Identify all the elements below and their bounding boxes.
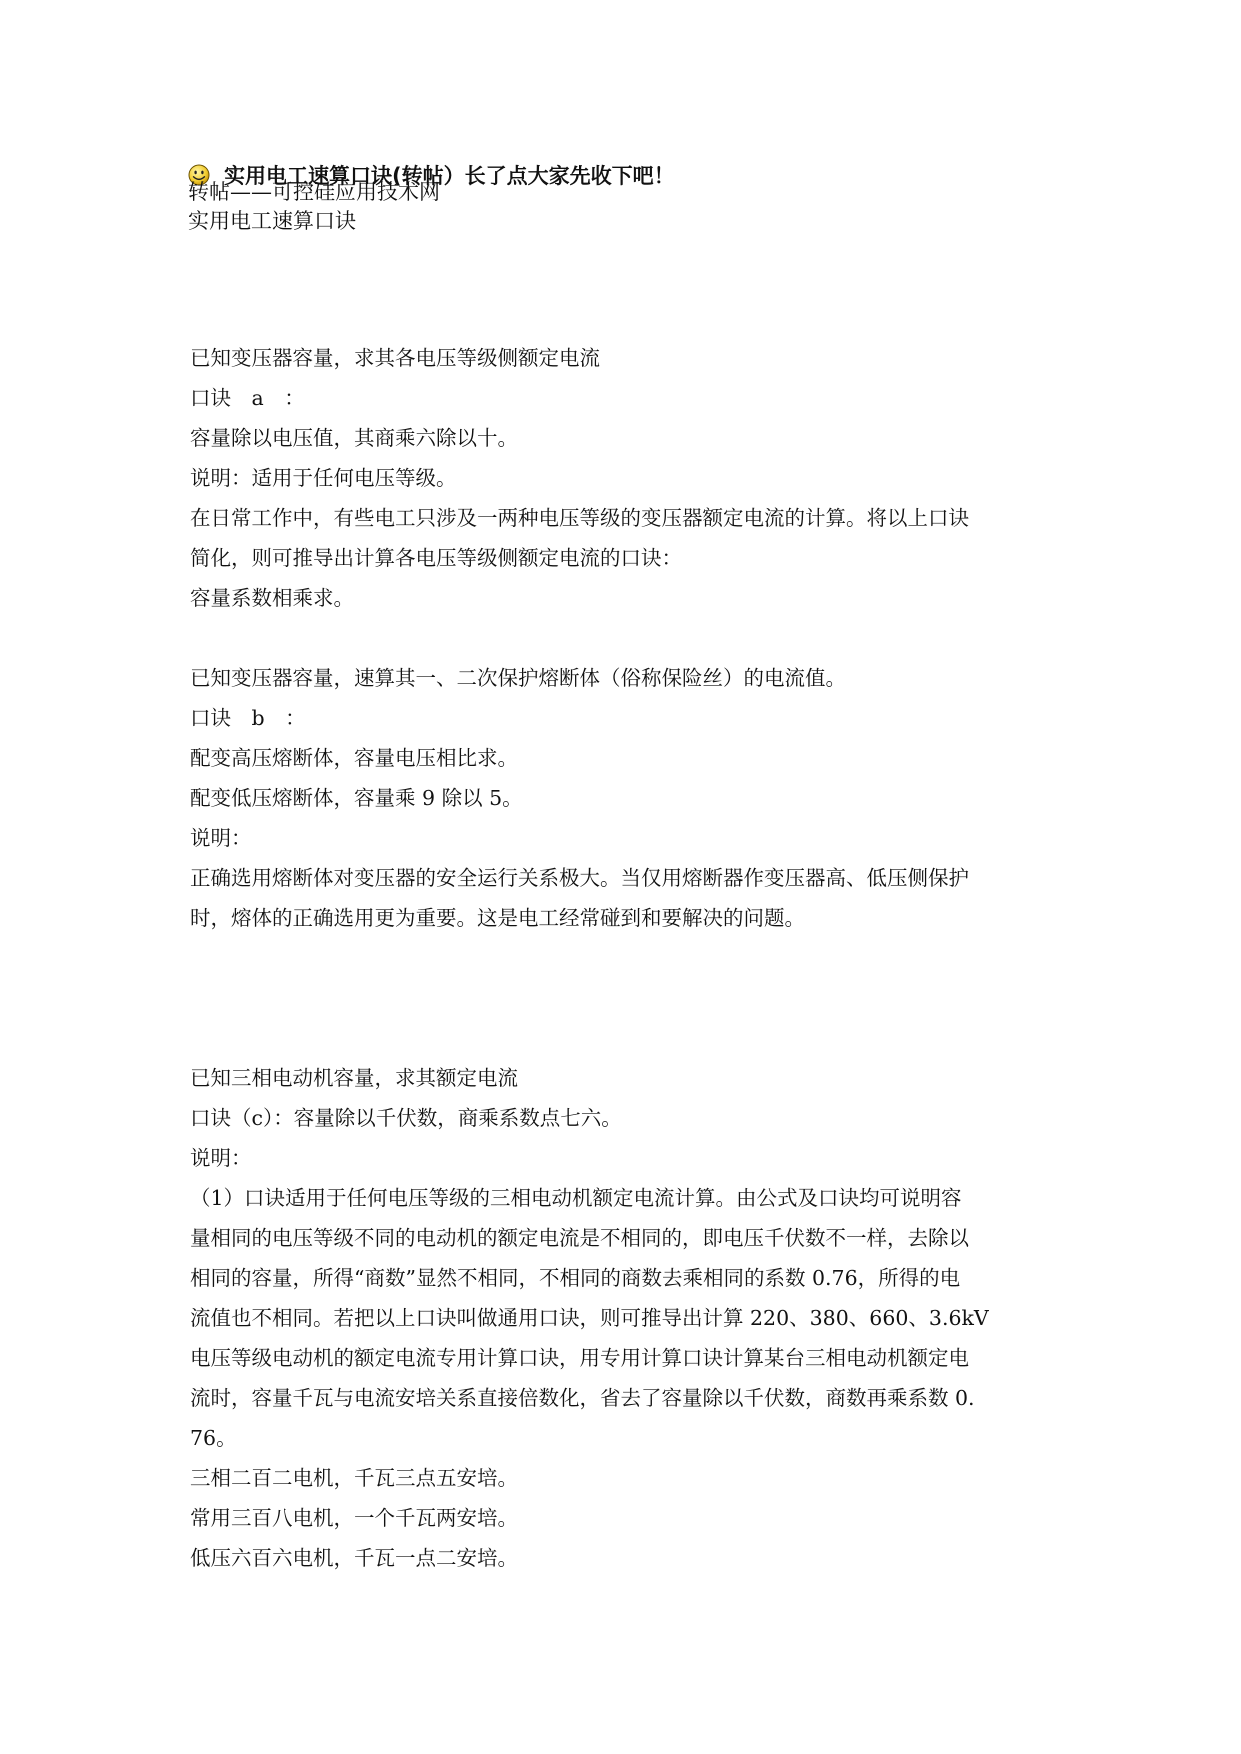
section-c-rule: 常用三百八电机，一个千瓦两安培。 bbox=[190, 1506, 518, 1530]
section-c-note-label: 说明： bbox=[190, 1146, 252, 1170]
section-c-heading: 已知三相电动机容量，求其额定电流 bbox=[190, 1066, 518, 1090]
section-b-body-line-1: 正确选用熔断体对变压器的安全运行关系极大。当仅用熔断器作变压器高、低压侧保护 bbox=[190, 866, 969, 890]
section-b-formula-1: 配变高压熔断体，容量电压相比求。 bbox=[190, 746, 518, 770]
section-a-rule: 容量系数相乘求。 bbox=[190, 586, 354, 610]
section-a-note: 说明：适用于任何电压等级。 bbox=[190, 466, 457, 490]
section-c-body-line: （1）口诀适用于任何电压等级的三相电动机额定电流计算。由公式及口诀均可说明容 bbox=[190, 1186, 962, 1210]
section-c-body-line: 流值也不相同。若把以上口诀叫做通用口诀，则可推导出计算 220、380、660、3.6kV bbox=[190, 1306, 989, 1330]
section-b-body-line-2: 时，熔体的正确选用更为重要。这是电工经常碰到和要解决的问题。 bbox=[190, 906, 805, 930]
section-c-body-line: 电压等级电动机的额定电流专用计算口诀，用专用计算口诀计算某台三相电动机额定电 bbox=[190, 1346, 969, 1370]
section-c-body-line: 流时，容量千瓦与电流安培关系直接倍数化，省去了容量除以千伏数，商数再乘系数 0. bbox=[190, 1386, 975, 1410]
section-a-formula: 容量除以电压值，其商乘六除以十。 bbox=[190, 426, 518, 450]
section-b-formula-label: 口诀 b ： bbox=[190, 706, 306, 730]
section-c-formula: 口诀（c）：容量除以千伏数，商乘系数点七六。 bbox=[190, 1106, 622, 1130]
section-c-body-line: 76。 bbox=[190, 1426, 237, 1450]
page-title: 实用电工速算口诀(转帖）长了点大家先收下吧！ bbox=[224, 164, 675, 188]
section-b-note-label: 说明： bbox=[190, 826, 252, 850]
section-c-rule: 三相二百二电机，千瓦三点五安培。 bbox=[190, 1466, 518, 1490]
section-c-body-line: 相同的容量，所得“商数”显然不相同，不相同的商数去乘相同的系数 0.76，所得的电 bbox=[190, 1266, 961, 1290]
section-a-body-line-2: 简化，则可推导出计算各电压等级侧额定电流的口诀： bbox=[190, 546, 682, 570]
section-a-formula-label: 口诀 a ： bbox=[190, 386, 305, 410]
subtitle-line: 实用电工速算口诀 bbox=[188, 209, 356, 233]
section-a-body-line-1: 在日常工作中，有些电工只涉及一两种电压等级的变压器额定电流的计算。将以上口诀 bbox=[190, 506, 969, 530]
section-b-formula-2: 配变低压熔断体，容量乘 9 除以 5。 bbox=[190, 786, 523, 810]
section-c-rule: 低压六百六电机，千瓦一点二安培。 bbox=[190, 1546, 518, 1570]
section-c-body-line: 量相同的电压等级不同的电动机的额定电流是不相同的，即电压千伏数不一样，去除以 bbox=[190, 1226, 969, 1250]
source-line: 转帖——可控硅应用技术网 bbox=[188, 180, 440, 204]
section-a-heading: 已知变压器容量，求其各电压等级侧额定电流 bbox=[190, 346, 600, 370]
section-b-heading: 已知变压器容量，速算其一、二次保护熔断体（俗称保险丝）的电流值。 bbox=[190, 666, 846, 690]
